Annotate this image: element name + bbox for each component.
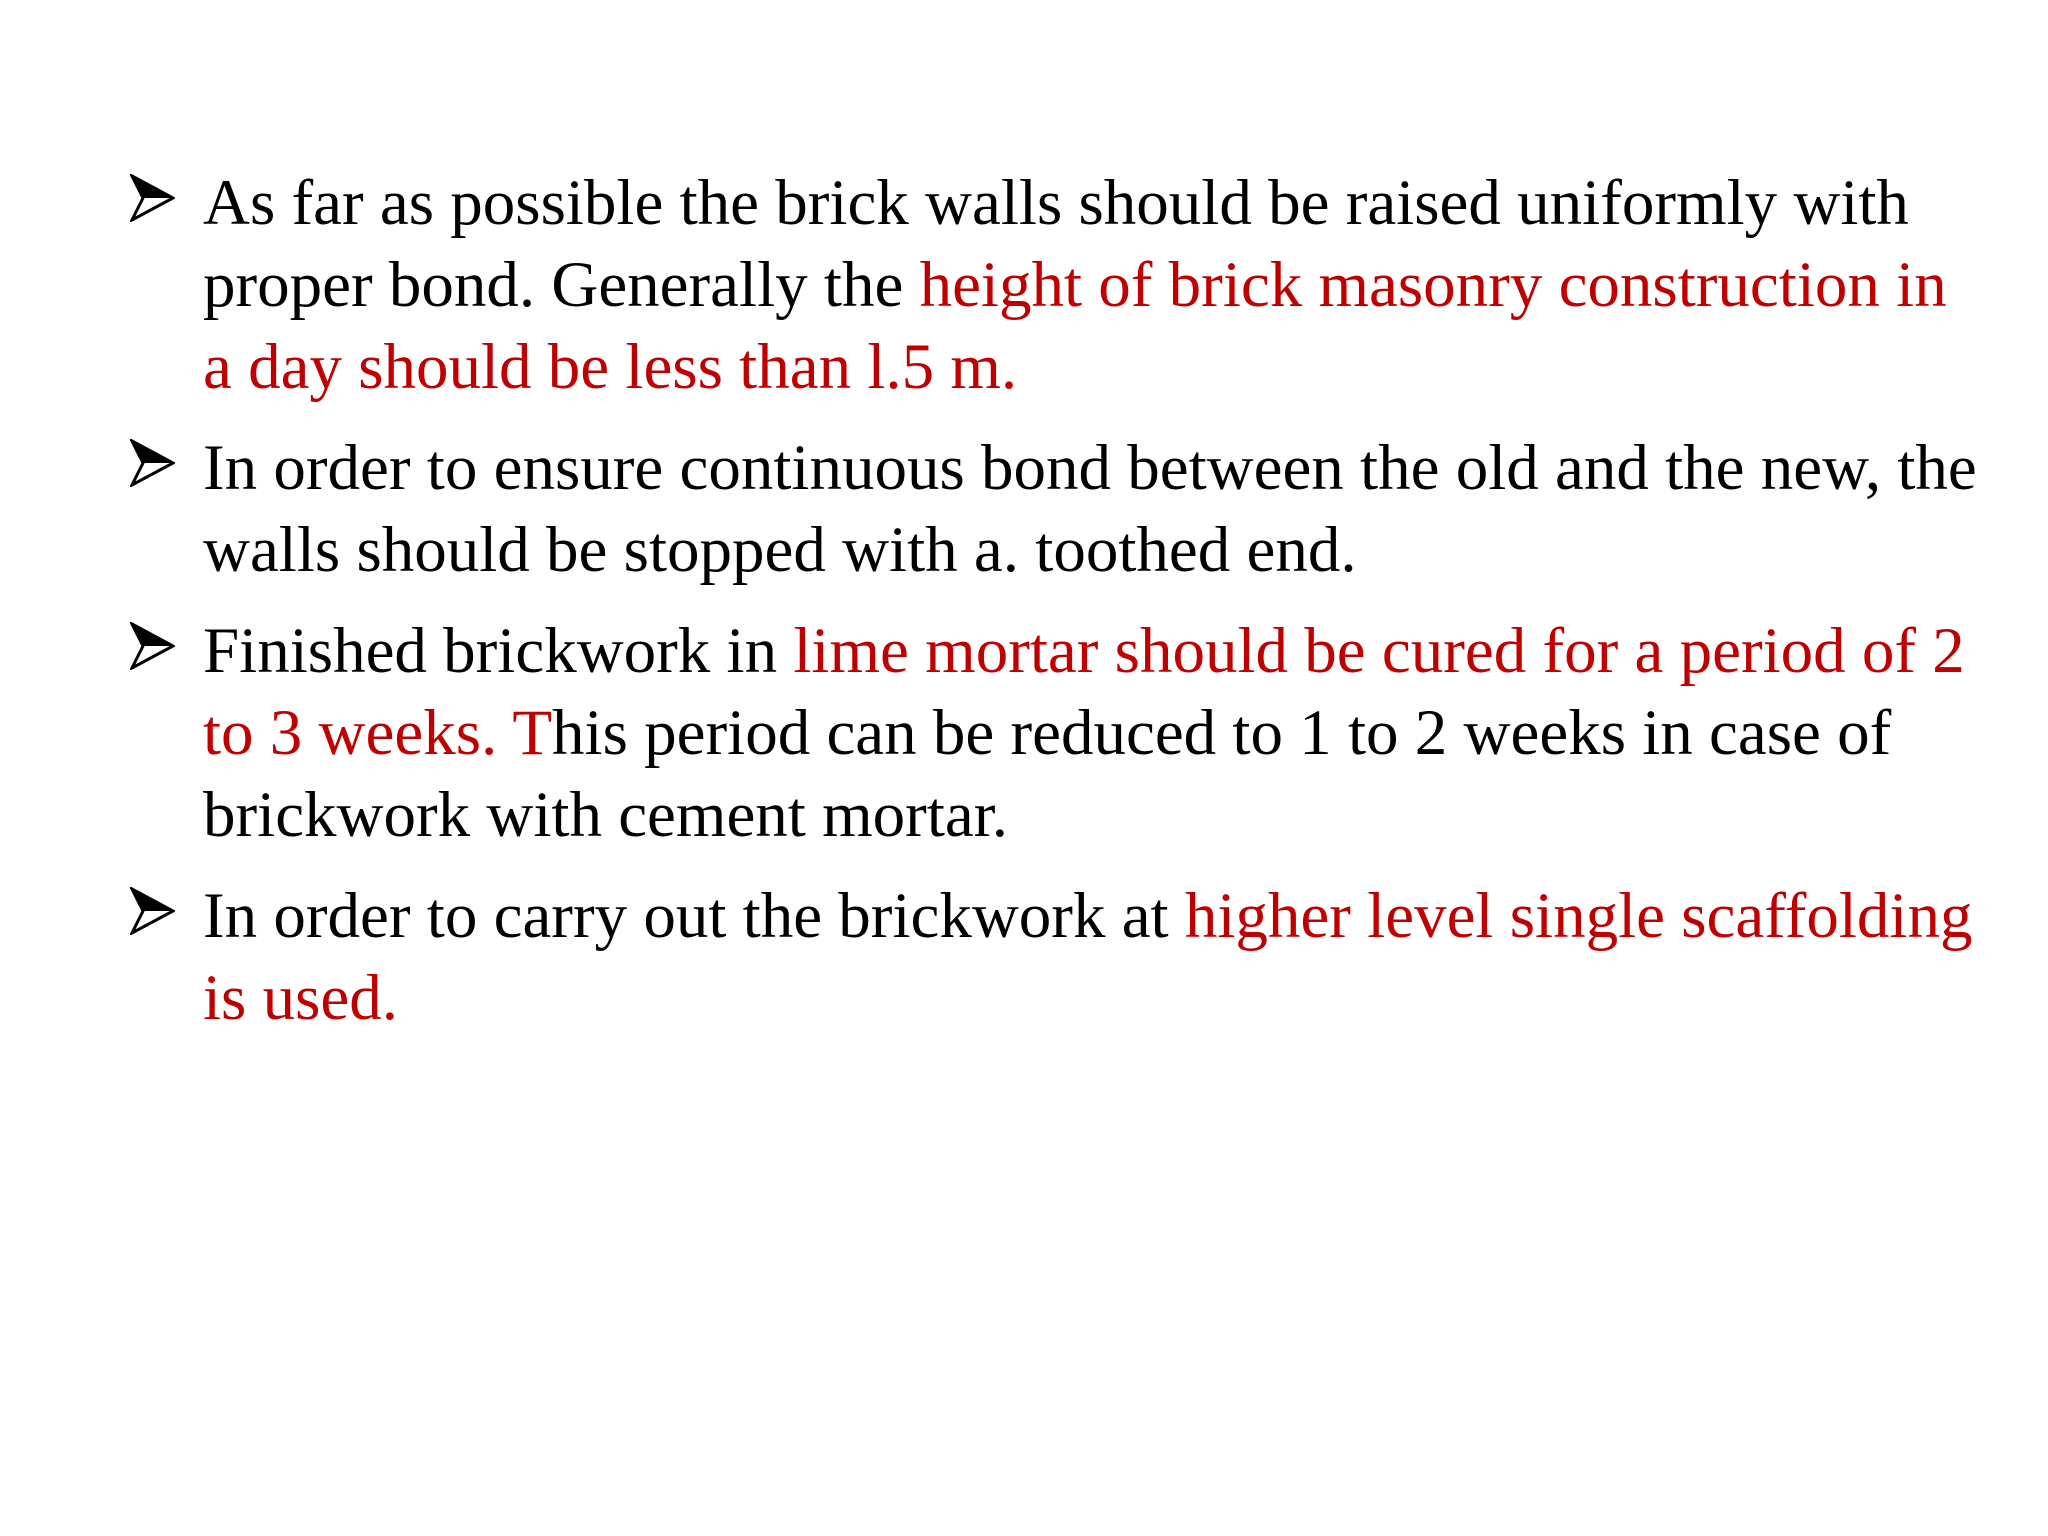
bullet-3-text-plain: Finished brickwork in <box>203 615 794 687</box>
right-arrowhead-icon <box>130 439 175 487</box>
bullet-1-text-plain: As far as possible the brick walls should be raised uniformly with proper bond. Generally the <box>203 167 1909 321</box>
bullet-1-text-highlight: height of brick masonry construction in a day should be less than l.5 m. <box>203 249 1947 403</box>
right-arrowhead-icon <box>130 622 175 670</box>
bullet-item <box>130 162 1980 408</box>
bullet-list <box>130 162 1980 1058</box>
bullet-4-text-highlight: higher level single scaffolding is used. <box>203 880 1973 1034</box>
right-arrowhead-icon <box>130 887 175 935</box>
bullet-4-text-plain: In order to carry out the brickwork at <box>203 880 1185 952</box>
bullet-3-text-highlight: lime mortar should be cured for a period of 2 to 3 weeks. T <box>203 615 1965 769</box>
bullet-item <box>130 875 1980 1039</box>
bullet-3-text-plain-end: his period can be reduced to 1 to 2 weeks in case of brickwork with cement mortar. <box>203 697 1892 851</box>
bullet-item <box>130 610 1980 856</box>
right-arrowhead-icon <box>130 174 175 222</box>
bullet-2-text-plain: In order to ensure continuous bond between the old and the new, the walls should be stopped with a. toothed end. <box>203 432 1977 586</box>
bullet-item <box>130 427 1980 591</box>
